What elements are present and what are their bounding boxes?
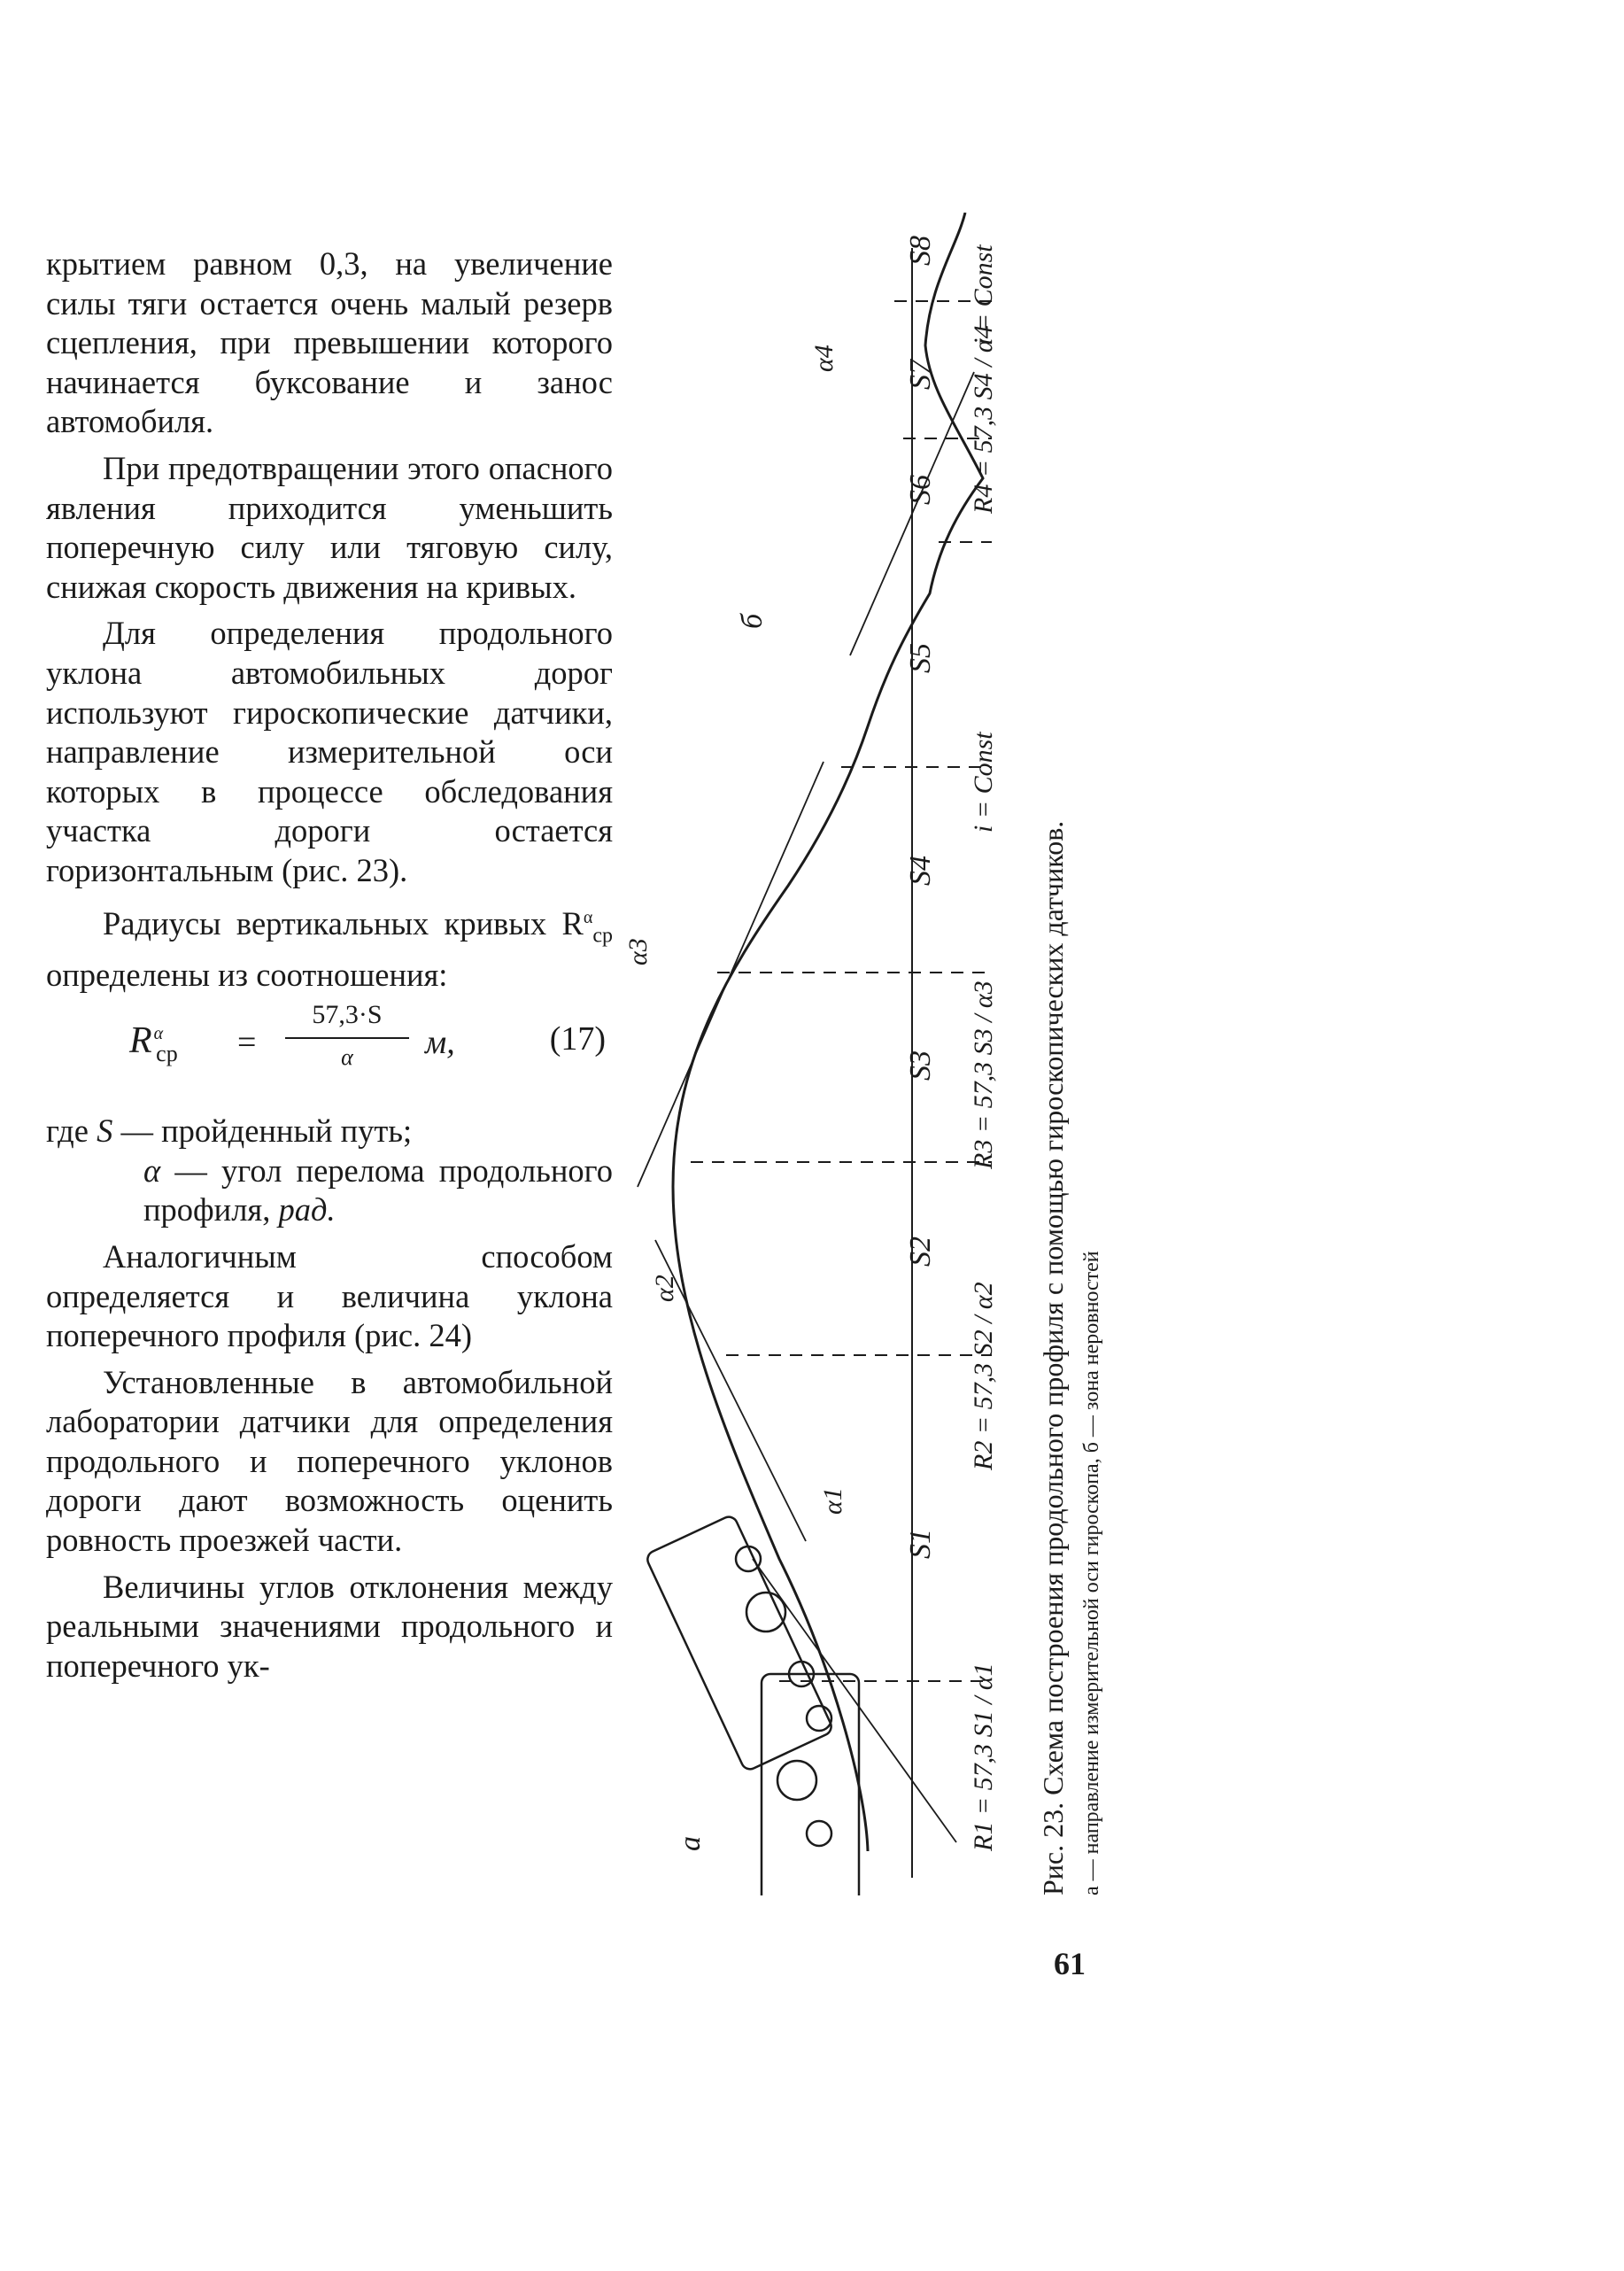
text-column (46, 244, 613, 1686)
car-slope-wheel-1 (736, 1546, 761, 1571)
radius-label-r2: R2 = 57,3 S2 / α2 (969, 1282, 998, 1470)
radius-label-r3: R3 = 57,3 S3 / α3 (969, 980, 998, 1169)
formula-equals: = (237, 1024, 257, 1062)
label-a: а (674, 1836, 707, 1851)
paragraph-3: Для определения продольного уклона автомобильных дорог используют гироскопические датчики, направление измерительной оси которых в процессе обследования участка дороги остается горизонтальным (рис. 23). (46, 615, 613, 888)
angle-label-a1: α1 (818, 1487, 847, 1515)
where-symbol-s: S (97, 1112, 113, 1150)
angle-label-a3: α3 (623, 938, 653, 965)
paragraph-2: При предотвращении этого опасного явления приходится уменьшить поперечную силу или тяговую силу, снижая скорость движения на кривых. (46, 449, 613, 605)
car-start-wheel-2 (807, 1821, 831, 1846)
car-slope-body (645, 1514, 834, 1771)
formula-17 (46, 1000, 613, 1099)
radius-label-r1: R1 = 57,3 S1 / α1 (969, 1663, 998, 1851)
formula-lhs-sub: ср (156, 1040, 178, 1066)
angle-label-a4: α4 (809, 345, 839, 372)
page-number: 61 (1054, 1946, 1086, 1981)
segment-label-s8: S8 (904, 236, 937, 266)
where-line-1 (46, 1112, 613, 1151)
where-unit: рад. (278, 1191, 336, 1229)
figure-caption: Рис. 23. Схема построения продольного профиля с помощью гироскопических датчиков. (1037, 820, 1069, 1895)
segment-label-s4: S4 (904, 856, 937, 886)
formula-lhs (129, 1019, 178, 1066)
paragraph-5: Аналогичным способом определяется и величина уклона поперечного профиля (рис. 24) (46, 1237, 613, 1354)
segment-label-s3: S3 (904, 1050, 937, 1081)
paragraph-7: Величины углов отклонения между реальными значениями продольного и поперечного ук- (46, 1568, 613, 1684)
const-label-1: i = Const (969, 732, 998, 833)
formula-lhs-sup: α (153, 1024, 164, 1044)
paragraph-4-end: определены из соотношения: (46, 956, 448, 993)
where-text-2: — угол перелома продольного профиля, (143, 1151, 613, 1229)
paragraph-4-sup: α (583, 907, 593, 927)
figure-23 (620, 213, 1293, 1895)
angle-label-a2: α2 (650, 1275, 679, 1302)
formula-number: (17) (549, 1020, 606, 1058)
where-text-1: — пройденный путь; (112, 1112, 413, 1150)
formula-lhs-symbol: R (129, 1020, 152, 1062)
formula-fraction-bar (285, 1037, 409, 1039)
paragraph-4 (46, 898, 613, 996)
paragraph-1: крытием равном 0,3, на увеличение силы тяги остается очень малый резерв сцепления, при превышении которого начинается буксование и занос автомобиля. (46, 245, 613, 440)
where-lead: где (46, 1112, 97, 1150)
car-start-body (762, 1674, 859, 1895)
where-line-2 (46, 1151, 613, 1230)
radius-label-r4: R4 = 57,3 S4 / α4 (969, 325, 998, 514)
const-label-2: i = Const (969, 244, 998, 345)
segment-label-s5: S5 (904, 643, 937, 673)
paragraph-4-sub: ср (592, 923, 613, 947)
label-b: б (736, 613, 769, 629)
segment-label-s1: S1 (904, 1529, 937, 1559)
segment-label-s2: S2 (904, 1236, 937, 1267)
paragraph-4-text: Радиусы вертикальных кривых R (103, 904, 584, 942)
formula-denominator: α (341, 1044, 353, 1071)
tangent-3 (638, 762, 824, 1187)
segment-label-s6: S6 (904, 475, 937, 505)
figure-legend: а — направление измерительной оси гироскопа, б — зона неровностей (1080, 1251, 1103, 1895)
paragraph-6: Установленные в автомобильной лаборатории датчики для определения продольного и поперечного уклонов дороги дают возможность оценить ровность проезжей части. (46, 1363, 613, 1559)
where-symbol-alpha: α (143, 1151, 161, 1189)
segment-label-s7: S7 (904, 360, 937, 390)
car-start-center (777, 1761, 816, 1800)
formula-numerator: 57,3·S (312, 1000, 383, 1030)
formula-unit: м, (425, 1024, 455, 1062)
